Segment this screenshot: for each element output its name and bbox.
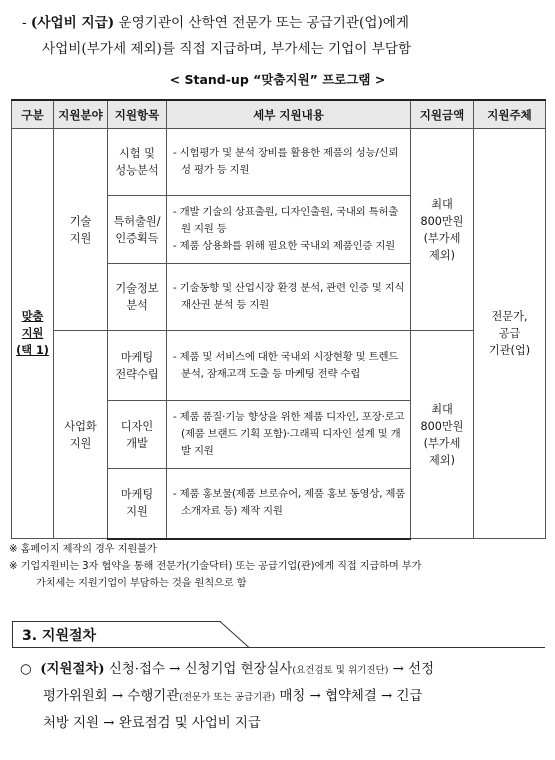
procedure-text: → 선정 [388, 662, 435, 677]
section-title: 3. 지원절차 [22, 628, 97, 644]
item-cell [108, 469, 167, 539]
item-cell [108, 196, 167, 264]
item-line: 전략수립 [115, 367, 159, 381]
item-cell [108, 129, 167, 196]
header-item: 지원항목 [108, 100, 167, 129]
field-line: 기술 [69, 214, 92, 228]
subject-line: 기관(업) [488, 344, 531, 357]
procedure-note: (요건검토 및 위기진단) [292, 665, 389, 676]
procedure-line-2 [20, 684, 545, 711]
program-title: < Stand-up “맞춤지원” 프로그램 > [169, 72, 386, 87]
field-line: 사업화 [64, 419, 97, 433]
intro-bullet: - [22, 15, 27, 31]
item-cell [108, 264, 167, 331]
item-line: 디자인 [120, 419, 154, 433]
section-rule [12, 647, 545, 648]
detail-cell [167, 401, 411, 469]
procedure-bullet: ○ [20, 662, 32, 677]
note-2-continued: 가치세는 지원기업이 부담하는 것을 원칙으로 함 [36, 578, 247, 589]
item-line: 특허출원/ [113, 214, 161, 228]
item-line: 개발 [126, 436, 148, 450]
category-line: (택 1) [16, 344, 49, 357]
field-cell-tech [54, 129, 108, 331]
detail-line: - 제품 및 서비스에 대한 국내외 시장현황 및 트렌드 분석, 잠재고객 도출 등 마케팅 전략 수립 [173, 350, 399, 380]
subject-line: 전문가, [491, 310, 528, 323]
detail-line: - 기술동향 및 산업시장 환경 분석, 관련 인증 및 지식재산권 분석 등 지원 [173, 282, 405, 311]
amount-line: (부가세 [423, 436, 461, 450]
intro-paragraph [22, 10, 542, 62]
intro-line-2: 사업비(부가세 제외)를 직접 지급하며, 부가세는 기업이 부담함 [42, 41, 412, 57]
category-cell [12, 129, 54, 539]
detail-cell [167, 196, 411, 264]
support-program-table [11, 99, 546, 540]
procedure-text: 평가위원회 → 수행기관 [43, 689, 180, 704]
intro-line1-text: 운영기관이 산학연 전문가 또는 공급기관(업)에게 [114, 15, 410, 31]
detail-line: - 시험평가 및 분석 장비를 활용한 제품의 성능/신뢰성 평가 등 지원 [173, 147, 399, 176]
header-amount: 지원금액 [411, 100, 474, 129]
amount-line: 최대 [431, 402, 453, 416]
detail-line: - 제품 상용화를 위해 필요한 국내외 제품인증 지원 [173, 240, 396, 252]
amount-line: 800만원 [420, 419, 464, 433]
amount-line: 제외) [429, 453, 455, 467]
header-subject: 지원주체 [474, 100, 546, 129]
detail-cell [167, 469, 411, 539]
detail-cell [167, 264, 411, 331]
item-line: 성능분석 [115, 164, 159, 177]
item-line: 마케팅 [120, 350, 154, 364]
item-line: 지원 [126, 505, 148, 519]
item-cell [108, 401, 167, 469]
note-2: ※ 기업지원비는 3자 협약을 통해 전문가(기술닥터) 또는 공급기업(관)에게 직접 지급하며 부가 [9, 561, 422, 572]
note-1: ※ 홈페이지 제작의 경우 지원불가 [9, 544, 157, 555]
field-cell-biz [54, 331, 108, 539]
item-line: 시험 및 [119, 147, 155, 160]
amount-line: (부가세 [423, 231, 461, 245]
detail-line: - 제품 품질·기능 향상을 위한 제품 디자인, 포장·로고(제품 브랜드 기획 포함)·그래픽 디자인 설계 및 개발 지원 [173, 411, 405, 457]
section-header [12, 618, 545, 648]
item-line: 인증획득 [115, 231, 159, 245]
category-line: 맞춤 [21, 310, 44, 323]
table-row [12, 331, 546, 401]
header-field: 지원분야 [54, 100, 108, 129]
item-line: 분석 [126, 299, 148, 312]
table-header-row [12, 100, 546, 129]
header-category: 구분 [12, 100, 54, 129]
detail-line: - 제품 홍보물(제품 브로슈어, 제품 홍보 동영상, 제품 소개자료 등) 제작 지원 [173, 488, 406, 518]
procedure-line-1 [20, 656, 545, 684]
section-tab-slant [220, 621, 250, 648]
field-line: 지원 [69, 436, 92, 450]
amount-line: 800만원 [420, 214, 464, 228]
amount-line: 제외) [429, 248, 455, 262]
header-details: 세부 지원내용 [167, 100, 411, 129]
field-line: 지원 [69, 231, 92, 245]
table-row [12, 129, 546, 196]
item-line: 마케팅 [120, 488, 154, 502]
procedure-label: (지원절차) [40, 661, 105, 677]
procedure-note: (전문가 또는 공급기관) [179, 692, 276, 703]
detail-cell [167, 331, 411, 401]
procedure-paragraph [20, 656, 545, 737]
subject-cell [474, 129, 546, 539]
procedure-text: 신청·접수 → 신청기업 현장실사 [104, 662, 293, 677]
intro-label: (사업비 지급) [30, 15, 115, 31]
category-line: 지원 [21, 327, 44, 340]
amount-cell-biz [411, 331, 474, 539]
item-line: 기술정보 [115, 282, 159, 295]
detail-cell [167, 129, 411, 196]
item-cell [108, 331, 167, 401]
table-notes [9, 541, 549, 592]
intro-line-1 [22, 10, 542, 36]
procedure-line-3: 처방 지원 → 완료점검 및 사업비 지급 [43, 716, 261, 731]
procedure-text: 매칭 → 협약체결 → 긴급 [275, 689, 423, 704]
detail-line: - 개발 기술의 상표출원, 디자인출원, 국내외 특허출원 지원 등 [173, 206, 399, 235]
subject-line: 공급 [498, 327, 521, 340]
amount-cell-tech [411, 129, 474, 331]
amount-line: 최대 [431, 197, 453, 211]
